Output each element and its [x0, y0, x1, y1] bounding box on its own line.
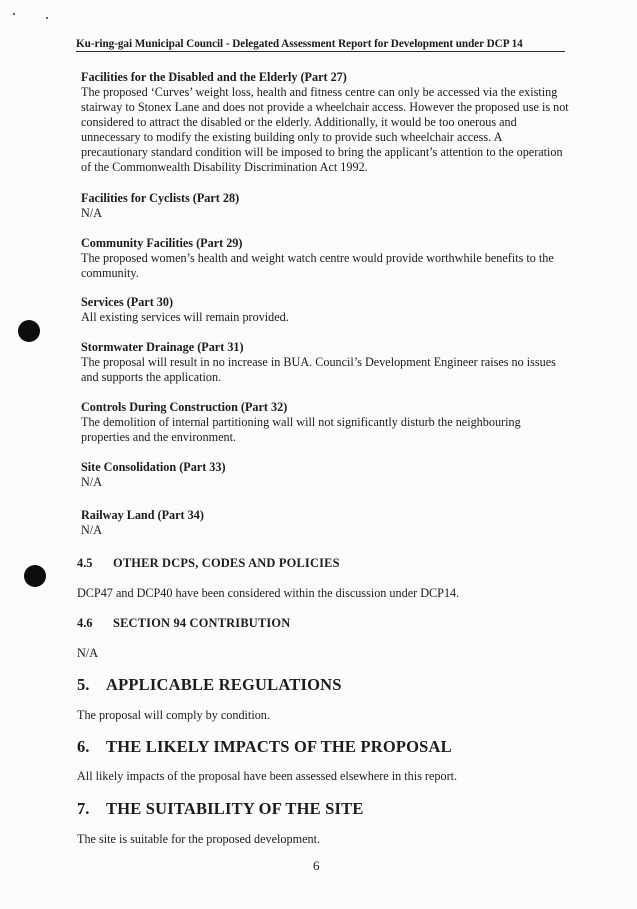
body-line: stairway to Stonex Lane and does not provide a wheelchair access. However the proposed use is not — [81, 100, 569, 114]
body-line: The proposed ‘Curves’ weight loss, health and fitness centre can only be accessed via the existing — [81, 85, 558, 99]
page-header: Ku-ring-gai Municipal Council - Delegated Assessment Report for Development under DCP 14 — [76, 38, 565, 52]
scan-speck — [46, 17, 48, 19]
part-heading: Railway Land (Part 34) — [81, 508, 204, 522]
body-line: precautionary standard condition will be imposed to bring the applicant’s attention to the operation — [81, 145, 563, 159]
body-line: The proposal will result in no increase in BUA. Council’s Development Engineer raises no issues — [81, 355, 556, 369]
part-31-block — [81, 340, 601, 385]
page-number: 6 — [313, 858, 320, 873]
punch-hole — [18, 320, 40, 342]
section-number: 4.5 — [77, 556, 93, 570]
section-text: N/A — [77, 646, 98, 660]
section-text: DCP47 and DCP40 have been considered within the discussion under DCP14. — [77, 586, 460, 600]
body-line: All existing services will remain provided. — [81, 310, 289, 324]
part-heading: Site Consolidation (Part 33) — [81, 460, 226, 474]
major-section-text: The site is suitable for the proposed development. — [77, 832, 321, 846]
section-title: OTHER DCPS, CODES AND POLICIES — [113, 556, 340, 570]
part-29-block — [81, 236, 601, 281]
part-33-block — [81, 460, 601, 490]
part-heading: Controls During Construction (Part 32) — [81, 400, 288, 414]
part-heading: Community Facilities (Part 29) — [81, 236, 243, 250]
major-section-text: All likely impacts of the proposal have been assessed elsewhere in this report. — [77, 769, 458, 783]
part-heading: Facilities for Cyclists (Part 28) — [81, 191, 240, 205]
body-line: community. — [81, 266, 139, 280]
body-line: The proposed women’s health and weight watch centre would provide worthwhile benefits to the — [81, 251, 554, 265]
section-number: 4.6 — [77, 616, 93, 630]
major-section-title: THE LIKELY IMPACTS OF THE PROPOSAL — [106, 737, 452, 756]
scan-speck — [13, 13, 15, 15]
body-line: and supports the application. — [81, 370, 222, 384]
part-heading: Facilities for the Disabled and the Elderly (Part 27) — [81, 70, 347, 84]
body-line: properties and the environment. — [81, 430, 237, 444]
punch-hole — [24, 565, 46, 587]
body-line: of the Commonwealth Disability Discrimination Act 1992. — [81, 160, 368, 174]
body-line: The demolition of internal partitioning wall will not significantly disturb the neighbouring — [81, 415, 521, 429]
body-line: N/A — [81, 206, 102, 220]
major-section-number: 6. — [77, 737, 90, 756]
part-34-block — [81, 508, 601, 538]
body-line: N/A — [81, 475, 102, 489]
part-27-block — [81, 70, 601, 175]
part-heading: Services (Part 30) — [81, 295, 174, 309]
major-section-number: 7. — [77, 799, 90, 818]
part-30-block — [81, 295, 601, 325]
major-section-title: THE SUITABILITY OF THE SITE — [106, 799, 364, 818]
major-section-text: The proposal will comply by condition. — [77, 708, 270, 722]
body-line: N/A — [81, 523, 102, 537]
major-section-title: APPLICABLE REGULATIONS — [106, 675, 342, 694]
part-heading: Stormwater Drainage (Part 31) — [81, 340, 244, 354]
part-32-block — [81, 400, 601, 445]
part-28-block — [81, 191, 601, 221]
section-title: SECTION 94 CONTRIBUTION — [113, 616, 291, 630]
body-line: considered to attract the disabled or the elderly. Additionally, it would be too onerous and — [81, 115, 517, 129]
body-line: unnecessary to modify the existing building only to provide such wheelchair access. A — [81, 130, 503, 144]
major-section-number: 5. — [77, 675, 90, 694]
